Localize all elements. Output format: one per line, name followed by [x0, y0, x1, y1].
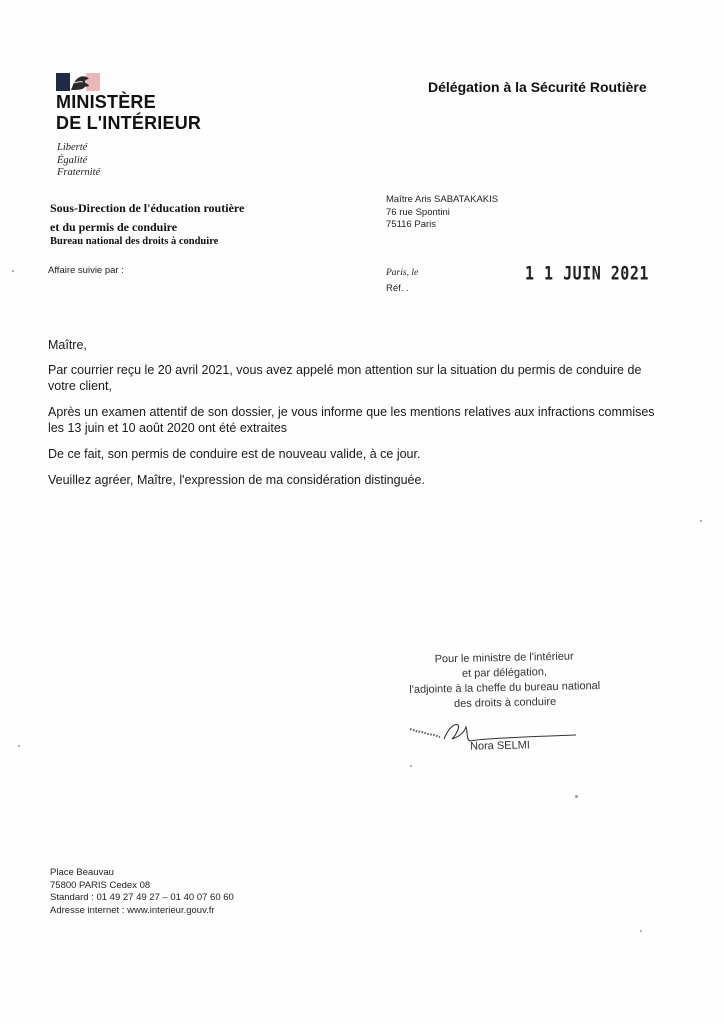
republic-motto [57, 142, 100, 180]
delegation-heading: Délégation à la Sécurité Routière [428, 79, 647, 95]
marianne-logo-icon [56, 73, 100, 91]
ministry-line-1: MINISTÈRE [56, 92, 156, 112]
footer-line-2: 75800 PARIS Cedex 08 [50, 879, 151, 891]
footer-address [50, 867, 234, 917]
paragraph-validite: De ce fait, son permis de conduire est de nouveau valide, à ce jour. [48, 447, 421, 461]
salutation: Maître, [48, 338, 87, 352]
date-stamp: 1 1 JUIN 2021 [525, 262, 649, 285]
signature-line-4: des droits à conduire [453, 695, 557, 711]
paragraph-courrier: Par courrier reçu le 20 avril 2021, vous avez appelé mon attention sur la situation du permis de conduire de votre client, [48, 363, 642, 393]
letter-body [48, 337, 670, 498]
scan-speck [640, 930, 642, 932]
signature-line-1: Pour le ministre de l'intérieur [434, 650, 574, 666]
signature-block [386, 649, 623, 714]
motto-liberte: Liberté [57, 142, 88, 153]
signatory-name: Nora SELMI [469, 739, 531, 753]
scan-speck [18, 745, 20, 747]
sender-bureau: Bureau national des droits à conduire [50, 236, 219, 247]
motto-egalite: Égalité [57, 154, 88, 166]
signature-line-2: et par délégation, [461, 666, 548, 680]
motto-fraternite: Fraternité [57, 167, 101, 178]
ministry-line-2: DE L'INTÉRIEUR [56, 113, 202, 133]
footer-line-4: Adresse internet : www.interieur.gouv.fr [50, 904, 215, 916]
affaire-suivie-label: Affaire suivie par : [48, 265, 124, 276]
recipient-city: 75116 Paris [386, 219, 436, 230]
direction-line-1: Sous-Direction de l'éducation routière [50, 201, 245, 215]
ministry-name [56, 92, 201, 134]
recipient-name: Maître Aris SABATAKAKIS [386, 194, 499, 205]
recipient-address [386, 194, 498, 232]
recipient-street: 76 rue Spontini [386, 206, 450, 218]
scan-speck [700, 520, 702, 522]
footer-line-3: Standard : 01 49 27 49 27 – 01 40 07 60 60 [50, 892, 234, 903]
scan-speck [12, 270, 14, 272]
place-label: Paris, le [386, 268, 419, 278]
paragraph-examen: Après un examen attentif de son dossier, je vous informe que les mentions relatives aux infractions commises les 13 juin et 10 août 2020 ont été extraites [48, 405, 655, 435]
scan-speck [410, 765, 412, 767]
reference-label: Réf. . [386, 283, 409, 294]
footer-line-1: Place Beauvau [50, 867, 114, 878]
signature-line-3: l'adjointe à la cheffe du bureau national [409, 679, 601, 696]
direction-line-2: et du permis de conduire [50, 220, 178, 234]
scan-speck [575, 795, 578, 798]
sender-direction [50, 199, 244, 237]
paragraph-closing: Veuillez agréer, Maître, l'expression de ma considération distinguée. [48, 473, 425, 487]
